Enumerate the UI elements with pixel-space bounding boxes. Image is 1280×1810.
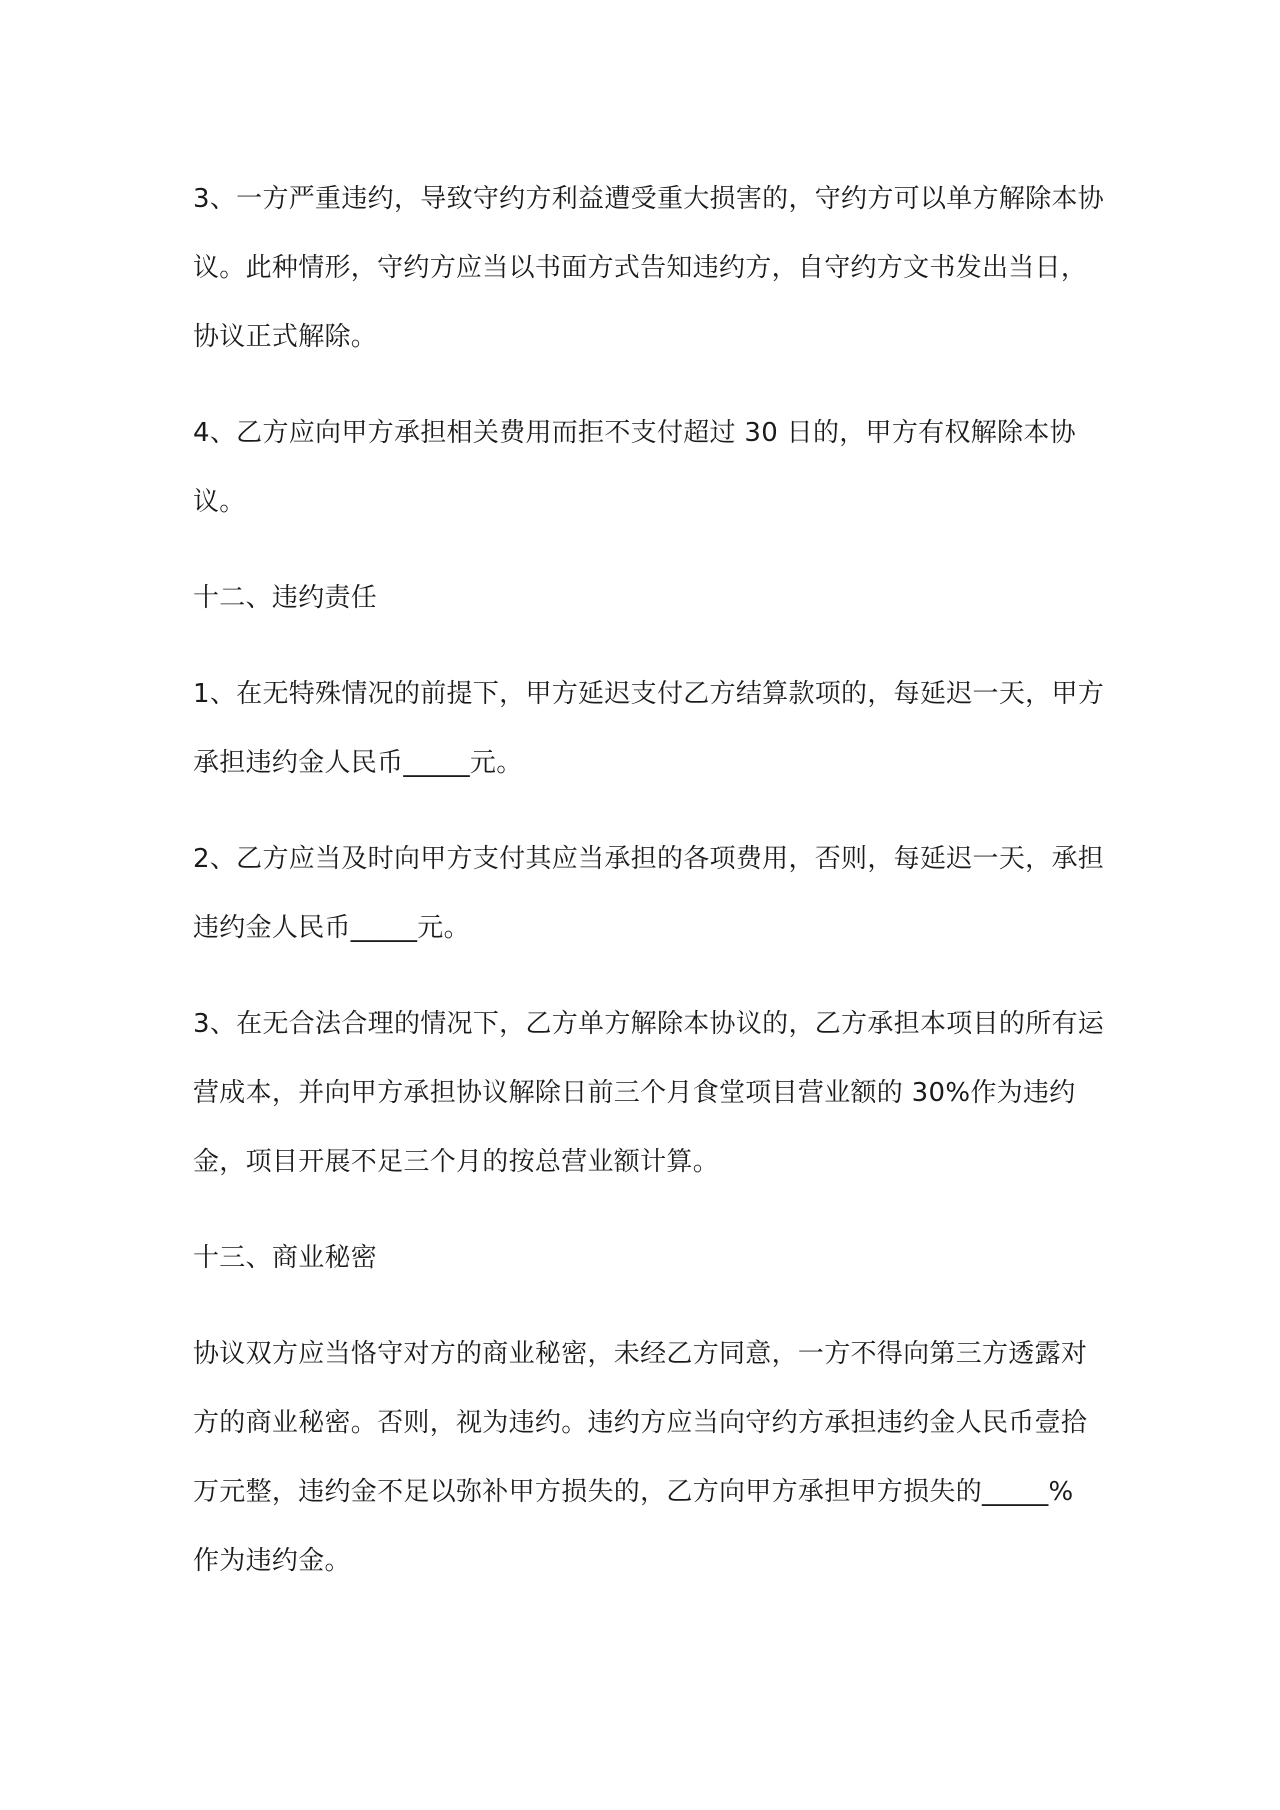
clause-11-3 — [193, 165, 1105, 372]
clause-12-3-line: 营成本，并向甲方承担协议解除日前三个月食堂项目营业额的 30%作为违约 — [193, 1078, 1076, 1108]
document-body — [193, 165, 1105, 1623]
clause-12-3-line: 3、在无合法合理的情况下，乙方单方解除本协议的，乙方承担本项目的所有运 — [193, 1009, 1105, 1039]
clause-12-2-line: 违约金人民币_____元。 — [193, 913, 470, 943]
clause-13-body-line: 方的商业秘密。否则，视为违约。违约方应当向守约方承担违约金人民币壹拾 — [193, 1408, 1088, 1438]
clause-12-3-line: 金，项目开展不足三个月的按总营业额计算。 — [193, 1147, 720, 1177]
clause-12-2 — [193, 825, 1105, 963]
clause-11-4-line: 议。 — [193, 487, 246, 517]
clause-11-4-line: 4、乙方应向甲方承担相关费用而拒不支付超过 30 日的，甲方有权解除本协 — [193, 418, 1076, 448]
clause-13-body-line: 协议双方应当恪守对方的商业秘密，未经乙方同意，一方不得向第三方透露对 — [193, 1339, 1088, 1369]
clause-13-body — [193, 1320, 1093, 1596]
clause-13-body-line: 万元整，违约金不足以弥补甲方损失的，乙方向甲方承担甲方损失的_____% — [193, 1477, 1074, 1507]
clause-11-3-line: 议。此种情形，守约方应当以书面方式告知违约方，自守约方文书发出当日， — [193, 253, 1088, 283]
clause-12-1 — [193, 660, 1105, 798]
clause-11-3-line: 3、一方严重违约，导致守约方利益遭受重大损害的，守约方可以单方解除本协 — [193, 184, 1105, 214]
clause-12-1-line: 1、在无特殊情况的前提下，甲方延迟支付乙方结算款项的，每延迟一天，甲方 — [193, 679, 1105, 709]
clause-13-body-line: 作为违约金。 — [193, 1546, 351, 1576]
section-13-title: 十三、商业秘密 — [193, 1243, 378, 1273]
clause-12-1-line: 承担违约金人民币_____元。 — [193, 748, 523, 778]
clause-12-3 — [193, 990, 1105, 1197]
clause-11-4 — [193, 399, 1093, 537]
clause-12-2-line: 2、乙方应当及时向甲方支付其应当承担的各项费用，否则，每延迟一天，承担 — [193, 844, 1105, 874]
clause-11-3-line: 协议正式解除。 — [193, 322, 378, 352]
section-12-title: 十二、违约责任 — [193, 583, 378, 613]
